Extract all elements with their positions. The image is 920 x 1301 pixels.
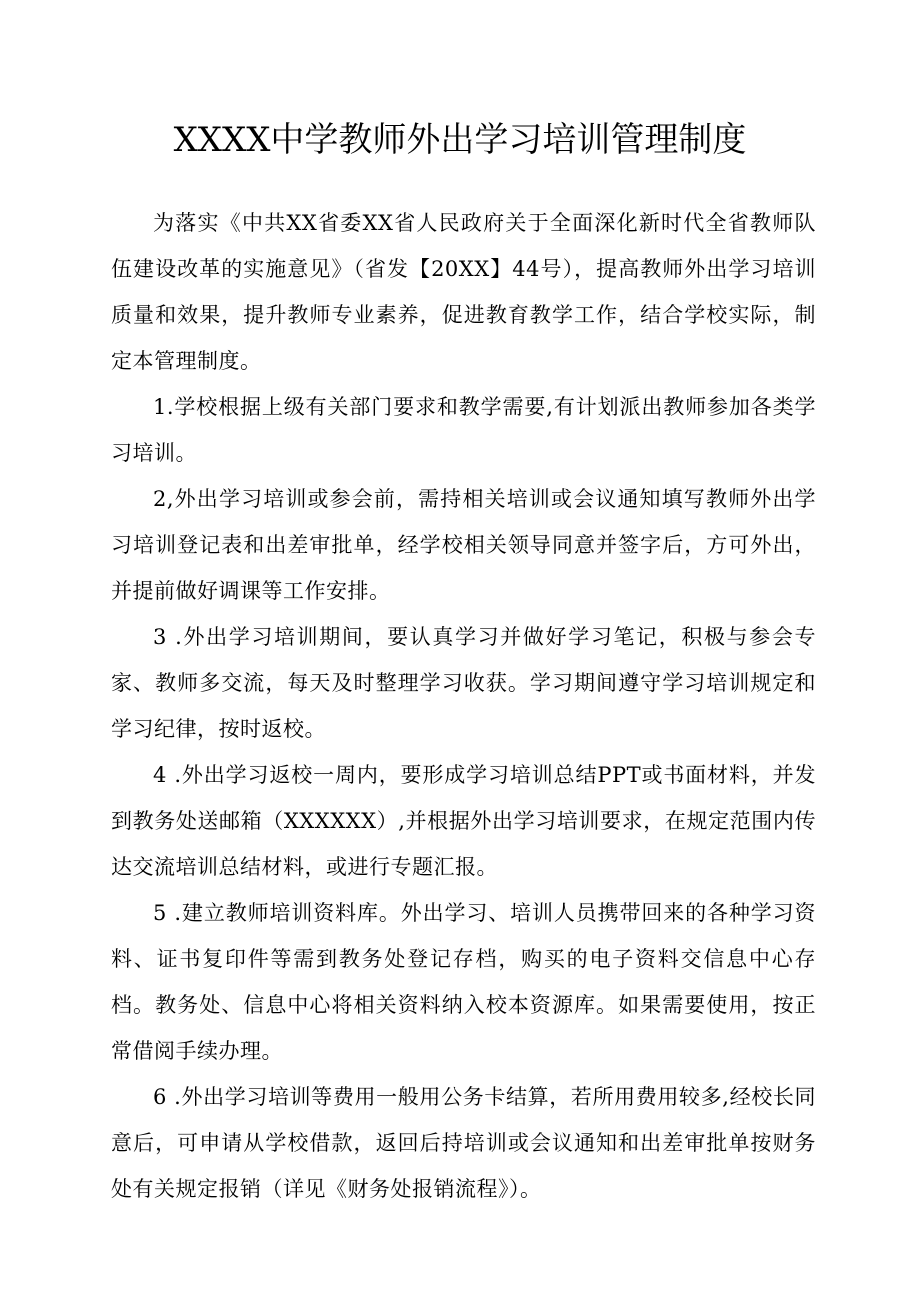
document-body <box>111 200 816 1212</box>
rule-1-paragraph: 1.学校根据上级有关部门要求和教学需要,有计划派出教师参加各类学习培训。 <box>111 395 816 465</box>
rule-3-paragraph: 3 .外出学习培训期间，要认真学习并做好学习笔记，积极与参会专家、教师多交流，每天及时整理学习收获。学习期间遵守学习培训规定和学习纪律，按时返校。 <box>111 625 816 741</box>
rule-5-paragraph: 5 .建立教师培训资料库。外出学习、培训人员携带回来的各种学习资料、证书复印件等需到教务处登记存档，购买的电子资料交信息中心存档。教务处、信息中心将相关资料纳入校本资源库。如果需要使用，按正常借阅手续办理。 <box>111 901 816 1063</box>
intro-paragraph: 为落实《中共XX省委XX省人民政府关于全面深化新时代全省教师队伍建设改革的实施意见》（省发【20XX】44号），提高教师外出学习培训质量和效果，提升教师专业素养，促进教育教学工作，结合学校实际，制定本管理制度。 <box>111 211 816 373</box>
document-title: XXXX中学教师外出学习培训管理制度 <box>173 120 747 160</box>
rule-2-paragraph: 2,外出学习培训或参会前，需持相关培训或会议通知填写教师外出学习培训登记表和出差审批单，经学校相关领导同意并签字后，方可外出，并提前做好调课等工作安排。 <box>111 487 816 603</box>
rule-4-paragraph: 4 .外出学习返校一周内，要形成学习培训总结PPT或书面材料，并发到教务处送邮箱（XXXXXX）,并根据外出学习培训要求，在规定范围内传达交流培训总结材料，或进行专题汇报。 <box>111 763 816 879</box>
rule-6-paragraph: 6 .外出学习培训等费用一般用公务卡结算，若所用费用较多,经校长同意后，可申请从学校借款，返回后持培训或会议通知和出差审批单按财务处有关规定报销（详见《财务处报销流程》）。 <box>111 1085 816 1201</box>
